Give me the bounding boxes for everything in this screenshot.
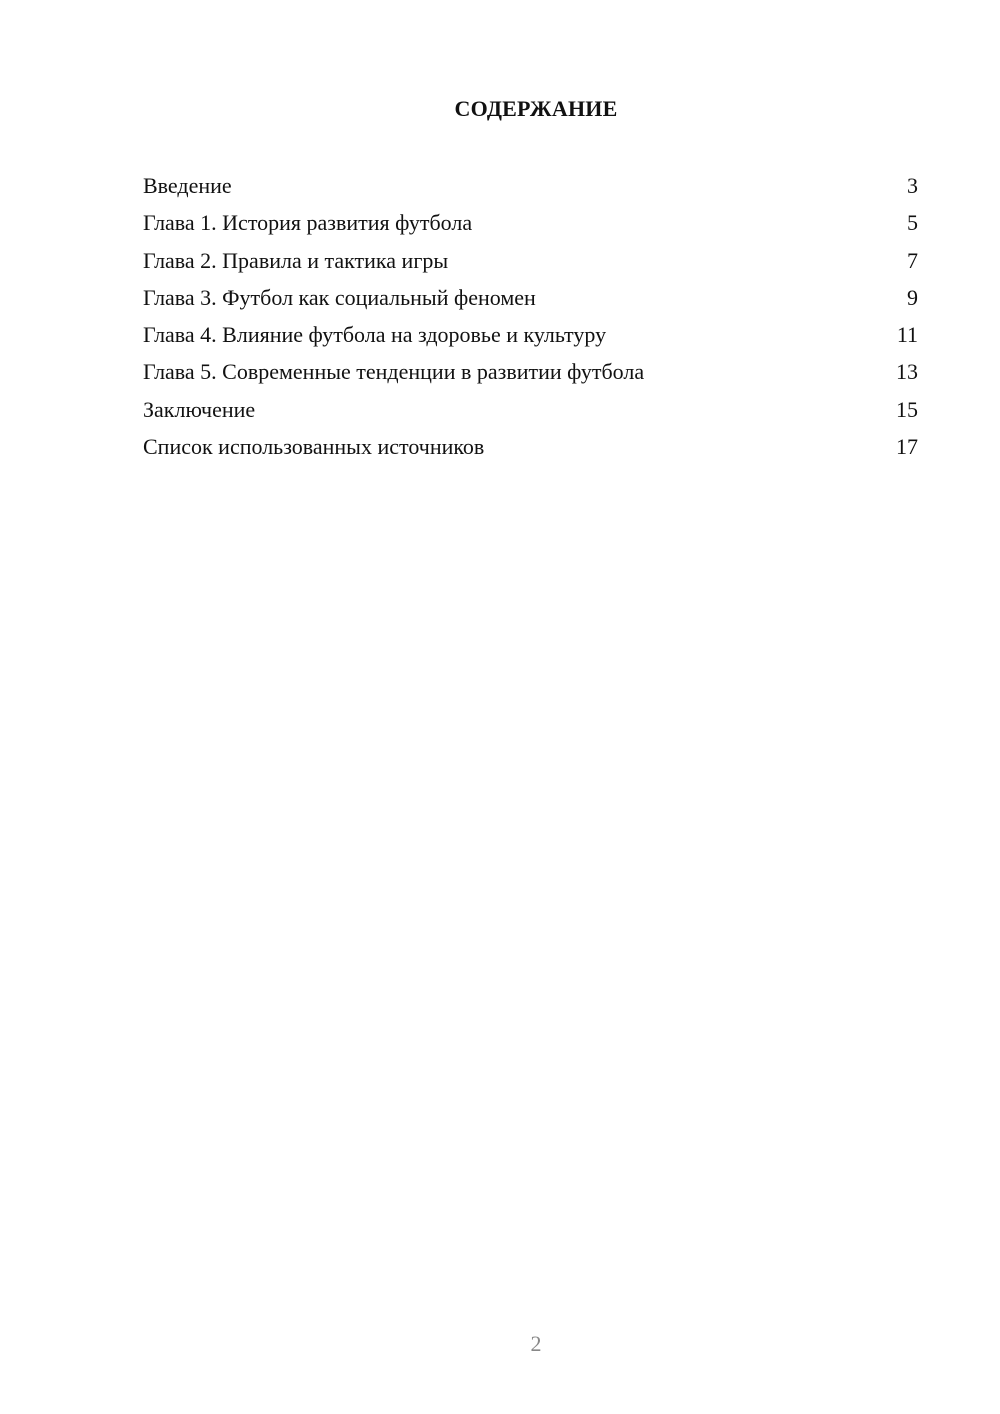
toc-entry-chapter-2[interactable]: [143, 242, 918, 279]
toc-entry-chapter-5[interactable]: [143, 353, 918, 390]
toc-entry-label: Заключение: [143, 396, 256, 422]
toc-entry-label: Глава 1. История развития футбола: [143, 210, 473, 236]
toc-entry-references[interactable]: [143, 428, 918, 465]
toc-entry-introduction[interactable]: [143, 167, 918, 204]
toc-entry-page: 9: [907, 284, 918, 310]
toc-entry-chapter-1[interactable]: [143, 204, 918, 241]
toc-entry-label: Глава 2. Правила и тактика игры: [143, 247, 449, 273]
toc-entry-chapter-3[interactable]: [143, 279, 918, 316]
toc-entry-label: Введение: [143, 173, 232, 198]
toc-entry-label: Глава 4. Влияние футбола на здоровье и культуру: [143, 322, 607, 348]
toc-entry-page: 15: [896, 396, 918, 422]
toc-entry-page: 17: [896, 434, 918, 460]
table-of-contents: [143, 167, 918, 465]
toc-entry-label: Список использованных источников: [143, 434, 485, 460]
toc-entry-page: 7: [907, 247, 918, 273]
toc-entry-page: 3: [907, 173, 918, 198]
toc-entry-label: Глава 3. Футбол как социальный феномен: [143, 284, 536, 310]
toc-entry-conclusion[interactable]: [143, 391, 918, 428]
toc-entry-page: 13: [896, 359, 918, 385]
toc-entry-chapter-4[interactable]: [143, 316, 918, 353]
toc-entry-page: 5: [907, 210, 918, 236]
page-title: СОДЕРЖАНИЕ: [454, 96, 618, 121]
page-number: 2: [530, 1331, 542, 1356]
toc-entry-label: Глава 5. Современные тенденции в развитии футбола: [143, 359, 645, 385]
toc-entry-page: 11: [896, 322, 918, 348]
